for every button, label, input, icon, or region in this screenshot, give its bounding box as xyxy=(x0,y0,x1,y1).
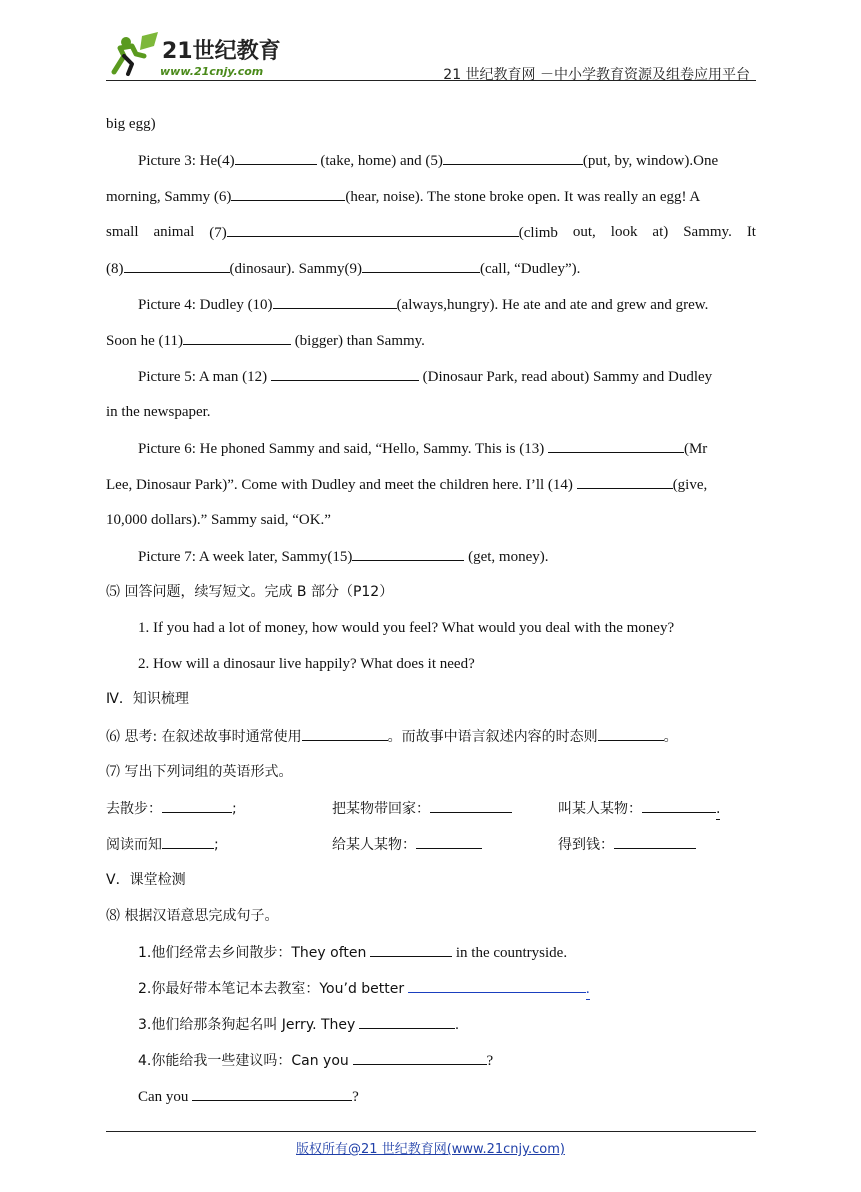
blank-s2[interactable] xyxy=(408,978,586,993)
text: Lee, Dinosaur Park)”. Come with Dudley and meet the children here. I’ll (14) xyxy=(106,477,573,493)
text: out, xyxy=(572,224,596,240)
text-with-blank xyxy=(209,222,558,243)
text-line: big egg) xyxy=(106,116,156,132)
text: Picture 7: A week later, Sammy(15) xyxy=(138,549,353,565)
blank-vocab[interactable] xyxy=(162,834,214,849)
text: (hear, noise). The stone broke open. It was really an egg! A xyxy=(345,189,701,205)
blank-12[interactable] xyxy=(271,366,419,381)
blank-6[interactable] xyxy=(231,186,345,201)
blank-s3[interactable] xyxy=(359,1014,455,1029)
sentence-3: 3.他们给那条狗起名叫 Jerry. They . xyxy=(138,1014,459,1035)
section-heading-4: Ⅳ．知识梳理 xyxy=(106,691,189,707)
text: (take, home) and (5) xyxy=(320,153,443,169)
blank-15[interactable] xyxy=(352,546,464,561)
blank-11[interactable] xyxy=(183,330,291,345)
text: (always,hungry). He ate and ate and grew and grew. xyxy=(396,297,709,313)
text-line xyxy=(106,330,425,351)
copyright-link[interactable]: 版权所有@21 世纪教育网(www.21cnjy.com) xyxy=(296,1142,565,1157)
text-line: in the newspaper. xyxy=(106,404,211,420)
blank-vocab[interactable] xyxy=(642,798,716,813)
blank-4[interactable] xyxy=(235,150,317,165)
text: look xyxy=(610,224,638,240)
runner-logo-icon xyxy=(114,32,158,74)
text: Picture 4: Dudley (10) xyxy=(138,297,273,313)
text-line xyxy=(138,546,549,567)
vocab-item: 给某人某物： xyxy=(332,834,482,855)
text: 。而故事中语言叙述内容的时态则 xyxy=(387,729,598,745)
text-line xyxy=(106,222,756,243)
sentence-4: 4.你能给我一些建议吗：Can you ? xyxy=(138,1050,493,1071)
site-tagline: 21 世纪教育网 －中小学教育资源及组卷应用平台 xyxy=(443,67,750,83)
text-line xyxy=(138,366,712,387)
text-line xyxy=(106,258,580,279)
text: Picture 5: A man (12) xyxy=(138,369,268,385)
section-heading-5: Ⅴ．课堂检测 xyxy=(106,872,186,888)
text-line xyxy=(138,438,707,459)
blank-s1[interactable] xyxy=(370,942,452,957)
text: (7) xyxy=(209,225,227,241)
text: (give, xyxy=(672,477,708,493)
blank-q6-a[interactable] xyxy=(302,726,388,741)
blank-5[interactable] xyxy=(443,150,583,165)
logo-sub: www.21cnjy.com xyxy=(160,65,264,78)
vocab-item: 把某物带回家： xyxy=(332,798,512,819)
text: (dinosaur). Sammy(9) xyxy=(229,261,362,277)
vocab-row-1 xyxy=(0,798,861,820)
blank-8[interactable] xyxy=(124,258,230,273)
text: Picture 3: He(4) xyxy=(138,153,235,169)
text: (get, money). xyxy=(468,549,549,565)
blank-9[interactable] xyxy=(362,258,480,273)
vocab-item: 阅读而知 ; xyxy=(106,834,219,855)
blank-10[interactable] xyxy=(273,294,397,309)
blank-vocab[interactable] xyxy=(416,834,482,849)
question-7: ⑺ 写出下列词组的英语形式。 xyxy=(106,764,293,780)
text: (put, by, window).One xyxy=(582,153,719,169)
blank-14[interactable] xyxy=(577,474,673,489)
text: ⑹ 思考: 在叙述故事时通常使用 xyxy=(106,729,302,745)
blank-vocab[interactable] xyxy=(430,798,512,813)
blank-s4[interactable] xyxy=(353,1050,487,1065)
sentence-1: 1.他们经常去乡间散步：They often in the countryside. xyxy=(138,942,567,963)
blank-vocab[interactable] xyxy=(162,798,232,813)
text-line: 10,000 dollars).” Sammy said, “OK.” xyxy=(106,512,331,528)
text: (8) xyxy=(106,261,124,277)
footer-divider xyxy=(106,1131,756,1132)
question-8: ⑻ 根据汉语意思完成句子。 xyxy=(106,908,279,924)
text: (Dinosaur Park, read about) Sammy and Dudley xyxy=(422,369,713,385)
text: small xyxy=(106,224,139,240)
text-line xyxy=(138,294,708,315)
text: (climb xyxy=(518,225,558,241)
logo xyxy=(106,28,286,80)
text-line xyxy=(138,150,718,171)
header-divider xyxy=(106,80,756,81)
text: Sammy. xyxy=(683,224,732,240)
text: morning, Sammy (6) xyxy=(106,189,232,205)
page-header xyxy=(106,28,756,84)
blank-q6-b[interactable] xyxy=(598,726,664,741)
sentence-2: 2.你最好带本笔记本去教室：You’d better . xyxy=(138,978,590,1000)
question-5-item-1: 1. If you had a lot of money, how would you feel? What would you deal with the money? xyxy=(138,620,675,636)
text: 。 xyxy=(663,729,678,745)
text-line xyxy=(106,186,700,207)
logo-main: 21世纪教育 xyxy=(162,39,281,64)
vocab-item: 叫某人某物： . xyxy=(558,798,720,820)
text-line xyxy=(106,474,707,495)
text: It xyxy=(746,224,756,240)
text: (bigger) than Sammy. xyxy=(294,333,425,349)
vocab-item: 得到钱： xyxy=(558,834,696,855)
question-5-item-2: 2. How will a dinosaur live happily? What does it need? xyxy=(138,656,475,672)
question-6 xyxy=(106,726,678,747)
blank-13[interactable] xyxy=(548,438,684,453)
sentence-4-alt: Can you ? xyxy=(138,1086,359,1107)
blank-vocab[interactable] xyxy=(614,834,696,849)
text: (Mr xyxy=(683,441,708,457)
text: Picture 6: He phoned Sammy and said, “Hello, Sammy. This is (13) xyxy=(138,441,545,457)
text: at) xyxy=(652,224,669,240)
text: (call, “Dudley”). xyxy=(479,261,581,277)
text: animal xyxy=(153,224,195,240)
text: Soon he (11) xyxy=(106,333,183,349)
vocab-item: 去散步： ; xyxy=(106,798,237,819)
blank-7[interactable] xyxy=(227,222,519,237)
vocab-row-2 xyxy=(0,834,861,856)
blank-s5[interactable] xyxy=(192,1086,352,1101)
question-5: ⑸ 回答问题，续写短文。完成 B 部分（P12） xyxy=(106,584,394,600)
